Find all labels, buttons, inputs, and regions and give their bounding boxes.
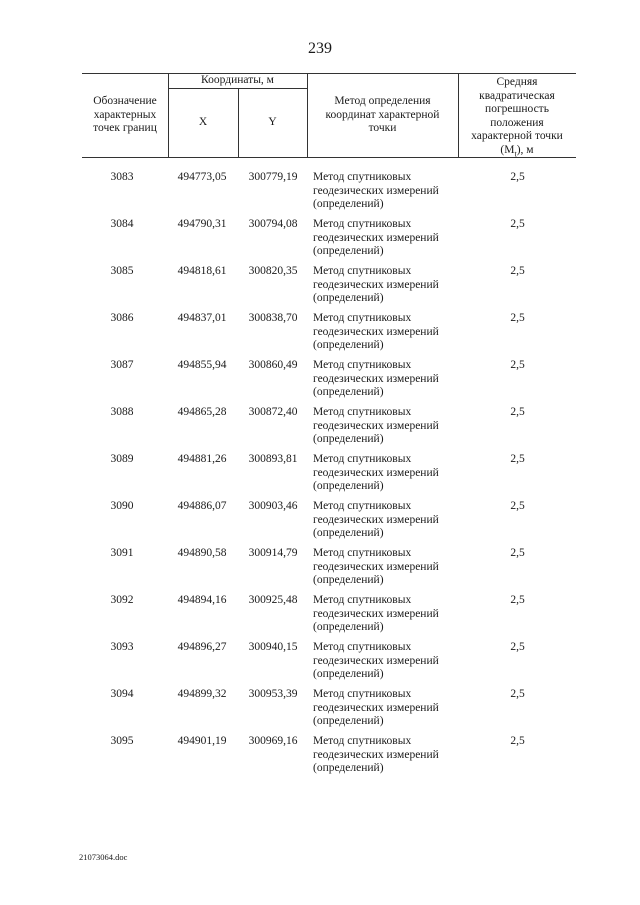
- coord-x: 494881,26: [177, 453, 227, 465]
- coord-x: 494899,32: [177, 688, 227, 700]
- point-id: 3085: [110, 265, 134, 277]
- method-cell: [313, 359, 459, 400]
- error-value: 2,5: [510, 218, 525, 230]
- method-line: (определений): [313, 433, 384, 445]
- coord-x: 494901,19: [177, 735, 227, 747]
- header-point-line: характерных: [93, 108, 157, 121]
- method-cell: [313, 218, 459, 259]
- method-line: геодезических измерений: [313, 372, 439, 385]
- method-cell: [313, 688, 459, 729]
- coord-x: 494865,28: [177, 406, 227, 418]
- method-line: геодезических измерений: [313, 278, 439, 291]
- method-cell: [313, 547, 459, 588]
- header-method: [307, 95, 458, 136]
- method-cell: [313, 453, 459, 494]
- coord-x: 494886,07: [177, 500, 227, 512]
- method-line: (определений): [313, 480, 384, 492]
- method-line: (определений): [313, 621, 384, 633]
- header-error-unit: ), м: [516, 143, 534, 156]
- method-line: (определений): [313, 245, 384, 257]
- point-id: 3091: [110, 547, 134, 559]
- coord-y: 300838,70: [248, 312, 298, 324]
- method-line: Метод спутниковых: [313, 641, 412, 653]
- method-cell: [313, 594, 459, 635]
- header-error-line: характерной точки: [471, 130, 563, 142]
- header-error-line: погрешность: [485, 103, 549, 115]
- method-line: (определений): [313, 715, 384, 727]
- table-row: [82, 265, 576, 312]
- method-line: геодезических измерений: [313, 231, 439, 244]
- header-point-designation: [82, 95, 168, 136]
- method-cell: [313, 500, 459, 541]
- point-id: 3083: [110, 171, 134, 183]
- coord-y: 300914,79: [248, 547, 298, 559]
- table-row: [82, 171, 576, 218]
- method-line: Метод спутниковых: [313, 406, 412, 418]
- coord-y: 300925,48: [248, 594, 298, 606]
- method-line: геодезических измерений: [313, 701, 439, 714]
- header-method-line: точки: [368, 122, 397, 134]
- error-value: 2,5: [510, 688, 525, 700]
- method-line: Метод спутниковых: [313, 688, 412, 700]
- method-cell: [313, 641, 459, 682]
- method-line: (определений): [313, 386, 384, 398]
- method-line: Метод спутниковых: [313, 594, 412, 606]
- footer-filename: 21073064.doc: [79, 852, 128, 862]
- method-cell: [313, 312, 459, 353]
- table-row: [82, 547, 576, 594]
- header-error-line: Средняя: [496, 76, 538, 88]
- page-number: 239: [308, 40, 332, 57]
- method-line: Метод спутниковых: [313, 735, 412, 747]
- coord-y: 300794,08: [248, 218, 298, 230]
- point-id: 3094: [110, 688, 134, 700]
- method-line: Метод спутниковых: [313, 359, 412, 371]
- method-line: геодезических измерений: [313, 325, 439, 338]
- error-value: 2,5: [510, 265, 525, 277]
- table-row: [82, 406, 576, 453]
- error-value: 2,5: [510, 359, 525, 371]
- point-id: 3087: [110, 359, 134, 371]
- header-error-symbol: (M: [500, 143, 515, 156]
- method-line: (определений): [313, 527, 384, 539]
- coord-y: 300903,46: [248, 500, 298, 512]
- header-error-line: положения: [490, 116, 544, 129]
- table-body: [82, 171, 576, 782]
- coord-y: 300953,39: [248, 688, 298, 700]
- error-value: 2,5: [510, 500, 525, 512]
- coord-x: 494896,27: [177, 641, 227, 653]
- method-cell: [313, 171, 459, 212]
- point-id: 3086: [110, 312, 134, 324]
- method-line: геодезических измерений: [313, 654, 439, 667]
- coord-x: 494773,05: [177, 171, 227, 183]
- error-value: 2,5: [510, 453, 525, 465]
- header-error-line: квадратическая: [479, 89, 555, 102]
- coord-y: 300779,19: [248, 171, 298, 183]
- method-line: (определений): [313, 668, 384, 680]
- coord-y: 300872,40: [248, 406, 298, 418]
- method-line: Метод спутниковых: [313, 500, 412, 512]
- header-method-line: Метод определения: [334, 95, 431, 107]
- error-value: 2,5: [510, 547, 525, 559]
- method-line: геодезических измерений: [313, 513, 439, 526]
- coord-x: 494894,16: [177, 594, 227, 606]
- table-row: [82, 500, 576, 547]
- table-row: [82, 688, 576, 735]
- method-line: (определений): [313, 198, 384, 210]
- method-line: геодезических измерений: [313, 184, 439, 197]
- table-row: [82, 641, 576, 688]
- coord-y: 300893,81: [248, 453, 298, 465]
- coord-x: 494855,94: [177, 359, 227, 371]
- method-line: (определений): [313, 574, 384, 586]
- method-line: (определений): [313, 339, 384, 351]
- method-line: геодезических измерений: [313, 466, 439, 479]
- coord-y: 300860,49: [248, 359, 298, 371]
- table-row: [82, 735, 576, 782]
- method-line: (определений): [313, 762, 384, 774]
- table-row: [82, 594, 576, 641]
- method-cell: [313, 735, 459, 776]
- point-id: 3095: [110, 735, 134, 747]
- coord-x: 494890,58: [177, 547, 227, 559]
- method-line: геодезических измерений: [313, 419, 439, 432]
- method-line: геодезических измерений: [313, 748, 439, 761]
- point-id: 3092: [110, 594, 134, 606]
- error-value: 2,5: [510, 641, 525, 653]
- table-row: [82, 312, 576, 359]
- method-line: Метод спутниковых: [313, 218, 412, 230]
- coord-x: 494790,31: [177, 218, 227, 230]
- method-line: Метод спутниковых: [313, 312, 412, 324]
- table-row: [82, 218, 576, 265]
- header-point-line: Обозначение: [93, 95, 157, 107]
- coord-y: 300969,16: [248, 735, 298, 747]
- point-id: 3090: [110, 500, 134, 512]
- point-id: 3084: [110, 218, 134, 230]
- header-top-rule: [82, 73, 576, 74]
- error-value: 2,5: [510, 735, 525, 747]
- error-value: 2,5: [510, 171, 525, 183]
- method-line: Метод спутниковых: [313, 453, 412, 465]
- method-cell: [313, 265, 459, 306]
- header-y: Y: [268, 116, 277, 128]
- table-row: [82, 453, 576, 500]
- method-line: (определений): [313, 292, 384, 304]
- coord-y: 300940,15: [248, 641, 298, 653]
- method-line: геодезических измерений: [313, 560, 439, 573]
- method-cell: [313, 406, 459, 447]
- method-line: Метод спутниковых: [313, 265, 412, 277]
- header-error-subscript: t: [514, 148, 517, 158]
- point-id: 3089: [110, 453, 134, 465]
- header-coordinates: Координаты, м: [201, 74, 274, 86]
- error-value: 2,5: [510, 594, 525, 606]
- header-point-line: точек границ: [93, 122, 157, 134]
- header-method-line: координат характерной: [325, 108, 440, 121]
- method-line: Метод спутниковых: [313, 547, 412, 559]
- table-row: [82, 359, 576, 406]
- header-error: [458, 76, 576, 160]
- coord-x: 494837,01: [177, 312, 227, 324]
- coord-x: 494818,61: [177, 265, 227, 277]
- method-line: геодезических измерений: [313, 607, 439, 620]
- method-line: Метод спутниковых: [313, 171, 412, 183]
- header-x: X: [198, 116, 208, 128]
- header-error-line: [458, 144, 576, 161]
- error-value: 2,5: [510, 312, 525, 324]
- point-id: 3093: [110, 641, 134, 653]
- point-id: 3088: [110, 406, 134, 418]
- error-value: 2,5: [510, 406, 525, 418]
- coord-y: 300820,35: [248, 265, 298, 277]
